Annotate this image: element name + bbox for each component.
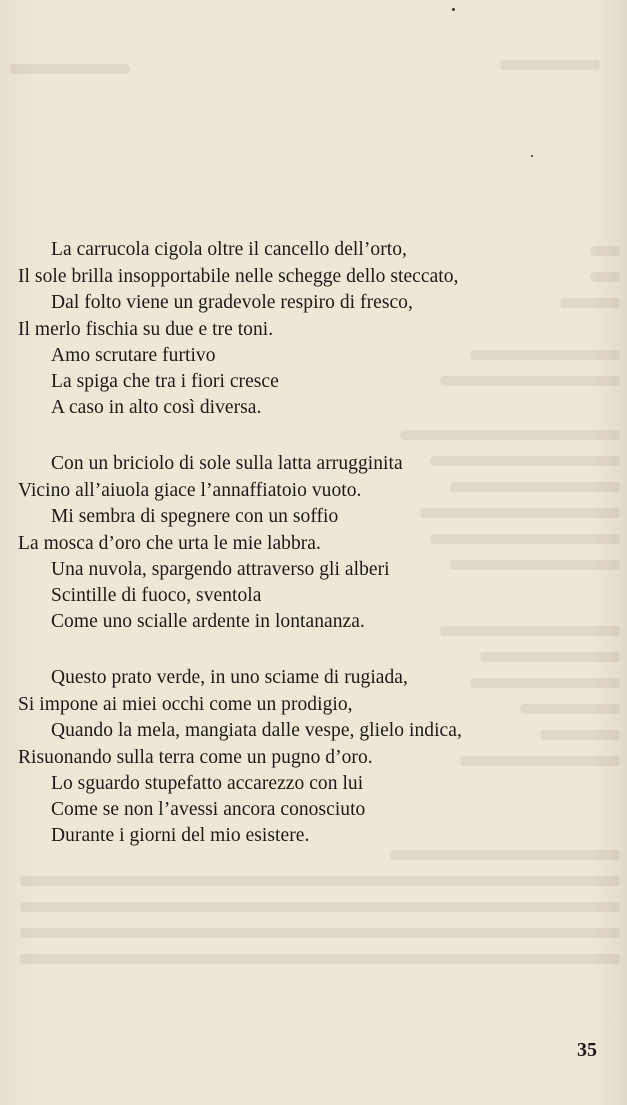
poem-line: Il sole brilla insopportabile nelle schegge dello steccato,: [18, 266, 459, 287]
poem-line: Risuonando sulla terra come un pugno d’oro.: [18, 747, 373, 768]
ink-speck: [531, 155, 533, 157]
poem-line: Questo prato verde, in uno sciame di rugiada,: [51, 667, 408, 688]
poem-line: Lo sguardo stupefatto accarezzo con lui: [51, 773, 364, 794]
poem-line: Come se non l’avessi ancora conosciuto: [51, 799, 366, 820]
poem-line: Con un briciolo di sole sulla latta arrugginita: [51, 453, 403, 474]
poem-line: Quando la mela, mangiata dalle vespe, glielo indica,: [51, 720, 462, 741]
poem-line: Dal folto viene un gradevole respiro di fresco,: [51, 292, 413, 313]
poem-line: Si impone ai miei occhi come un prodigio,: [18, 694, 353, 715]
poem-line: Mi sembra di spegnere con un soffio: [51, 506, 339, 527]
poem-line: Una nuvola, spargendo attraverso gli alberi: [51, 559, 390, 580]
poem-line: Amo scrutare furtivo: [51, 345, 216, 366]
poem-line: Come uno scialle ardente in lontananza.: [51, 611, 365, 632]
page-number: 35: [577, 1039, 597, 1061]
poem-line: Vicino all’aiuola giace l’annaffiatoio vuoto.: [18, 480, 362, 501]
poem-line: La carrucola cigola oltre il cancello dell’orto,: [51, 239, 407, 260]
ink-speck: [452, 8, 455, 11]
poem-line: A caso in alto così diversa.: [51, 397, 262, 418]
poem-line: La spiga che tra i fiori cresce: [51, 371, 279, 392]
poem-line: Durante i giorni del mio esistere.: [51, 825, 310, 846]
poem-line: Scintille di fuoco, sventola: [51, 585, 262, 606]
poem-line: La mosca d’oro che urta le mie labbra.: [18, 533, 321, 554]
poem-line: Il merlo fischia su due e tre toni.: [18, 319, 274, 340]
